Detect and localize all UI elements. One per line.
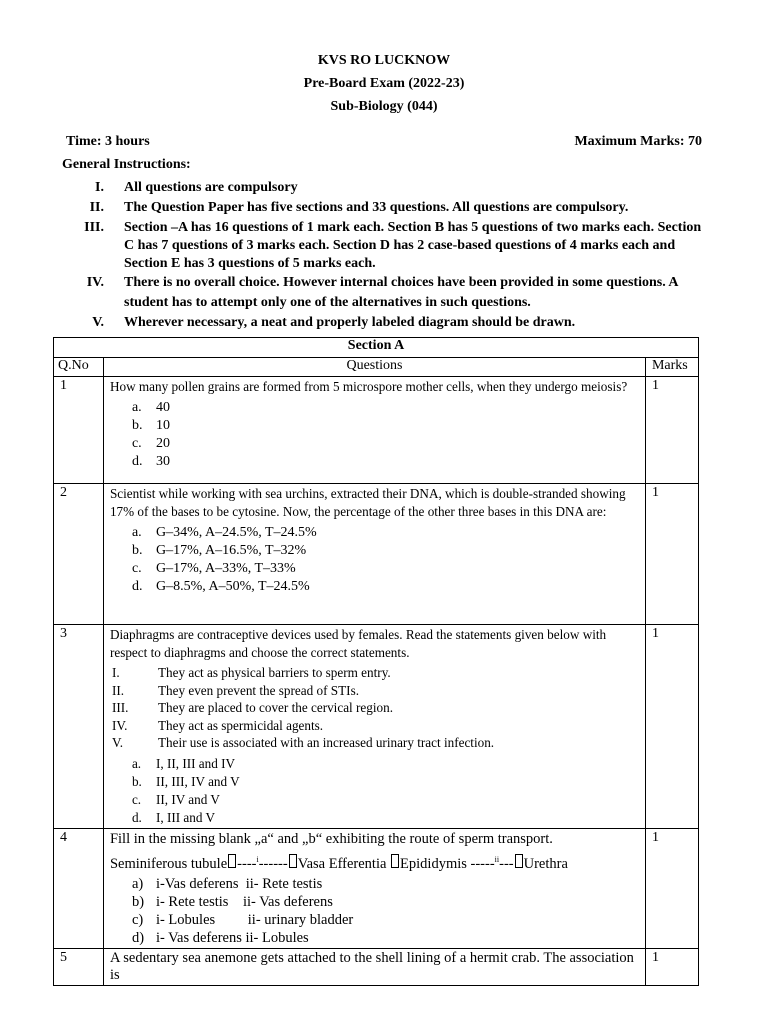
question-cell: [103, 625, 645, 829]
question-marks: 1: [645, 949, 698, 986]
statement: IV. They act as spermicidal agents.: [111, 717, 324, 733]
section-heading: Section A: [54, 338, 699, 358]
question-cell: [103, 828, 645, 949]
arrow-glyph-icon: [515, 854, 523, 868]
question-number: 3: [54, 625, 104, 829]
question-text: How many pollen grains are formed from 5 microspore mother cells, when they undergo meiosis?: [109, 379, 628, 394]
option: c) i- Lobules ii- urinary bladder: [131, 912, 354, 929]
option: a. 40: [131, 400, 170, 415]
statement: I. They act as physical barriers to sperm entry.: [111, 665, 391, 680]
statement: III. They are placed to cover the cervical region.: [111, 700, 394, 715]
exam-authority: KVS RO LUCKNOW: [317, 53, 451, 68]
question-row-2: [54, 484, 699, 625]
instructions-heading: General Instructions:: [62, 157, 191, 172]
question-marks: 1: [645, 828, 698, 949]
instruction-item: IV. There is no overall choice. However internal choices have been provided in some questions. A student has to attempt only one of the alternatives in such questions.: [86, 275, 678, 310]
options-list: [132, 755, 639, 827]
question-row-5: [54, 949, 699, 986]
question-row-4: [54, 828, 699, 949]
question-marks: 1: [645, 377, 698, 484]
option: a) i-Vas deferens ii- Rete testis: [131, 876, 323, 893]
time-label: Time: 3 hours: [66, 134, 150, 149]
statements-list: [112, 664, 639, 752]
option: d. 30: [131, 454, 170, 469]
question-text: Diaphragms are contraceptive devices used by females. Read the statements given below with respect to diaphragms and choose the correct statements.: [109, 627, 607, 660]
option: d) i- Vas deferens ii- Lobules: [131, 930, 309, 947]
instruction-item: II. The Question Paper has five sections and 33 questions. All questions are compulsory.: [89, 200, 629, 215]
statement: II. They even prevent the spread of STIs.: [111, 682, 359, 698]
question-cell: [103, 377, 645, 484]
question-number: 2: [54, 484, 104, 625]
question-number: 1: [54, 377, 104, 484]
question-marks: 1: [645, 484, 698, 625]
option: d. I, III and V: [131, 809, 216, 825]
subject-title: Sub-Biology (044): [330, 99, 438, 114]
question-cell: [103, 484, 645, 625]
col-header-marks: Marks: [645, 358, 698, 377]
statement: V. Their use is associated with an increased urinary tract infection.: [111, 735, 495, 750]
instruction-item: I. All questions are compulsory: [95, 180, 298, 195]
question-row-1: [54, 377, 699, 484]
questions-table: [53, 337, 699, 986]
option: c. G–17%, A–33%, T–33%: [131, 561, 296, 576]
option: a. G–34%, A–24.5%, T–24.5%: [131, 525, 317, 540]
sperm-route: Seminiferous tubule ----$^i$------ Vasa Efferentia Epididymis -----$^{ii}$--- Urethra: [109, 854, 568, 872]
question-text: Scientist while working with sea urchins, extracted their DNA, which is double-stranded showing 17% of the bases to be cytosine. Now, the percentage of the other three bases in this DNA are:: [109, 486, 626, 519]
arrow-glyph-icon: [228, 854, 236, 868]
col-header-questions: Questions: [103, 358, 645, 377]
question-number: 4: [54, 828, 104, 949]
option: a. I, II, III and IV: [131, 755, 236, 771]
options-list: [132, 875, 639, 947]
max-marks-label: Maximum Marks: 70: [574, 134, 702, 149]
option: c. 20: [131, 436, 170, 451]
question-marks: 1: [645, 625, 698, 829]
options-list: [132, 399, 639, 471]
arrow-glyph-icon: [391, 854, 399, 868]
question-row-3: [54, 625, 699, 829]
instructions-list: [60, 179, 710, 332]
instruction-item: III. Section –A has 16 questions of 1 mark each. Section B has 5 questions of two marks each. Section C has 7 questions of 3 marks each. Section D has 2 case-based questions of 4 marks each and Section E has 3 questions of 5 marks each.: [84, 220, 702, 271]
question-text: A sedentary sea anemone gets attached to the shell lining of a hermit crab. The association is: [103, 949, 645, 986]
arrow-glyph-icon: [289, 854, 297, 868]
options-list: [132, 524, 639, 596]
option: b. G–17%, A–16.5%, T–32%: [131, 543, 307, 558]
col-header-qno: Q.No: [54, 358, 104, 377]
option: d. G–8.5%, A–50%, T–24.5%: [131, 579, 310, 594]
instruction-item: V. Wherever necessary, a neat and properly labeled diagram should be drawn.: [92, 315, 576, 330]
question-text: Fill in the missing blank „a“ and „b“ exhibiting the route of sperm transport.: [109, 830, 553, 847]
option: b. II, III, IV and V: [131, 773, 240, 789]
option: b) i- Rete testis ii- Vas deferens: [131, 894, 333, 911]
option: b. 10: [131, 418, 170, 433]
option: c. II, IV and V: [131, 791, 220, 807]
question-number: 5: [54, 949, 104, 986]
exam-title: Pre-Board Exam (2022-23): [303, 76, 465, 91]
